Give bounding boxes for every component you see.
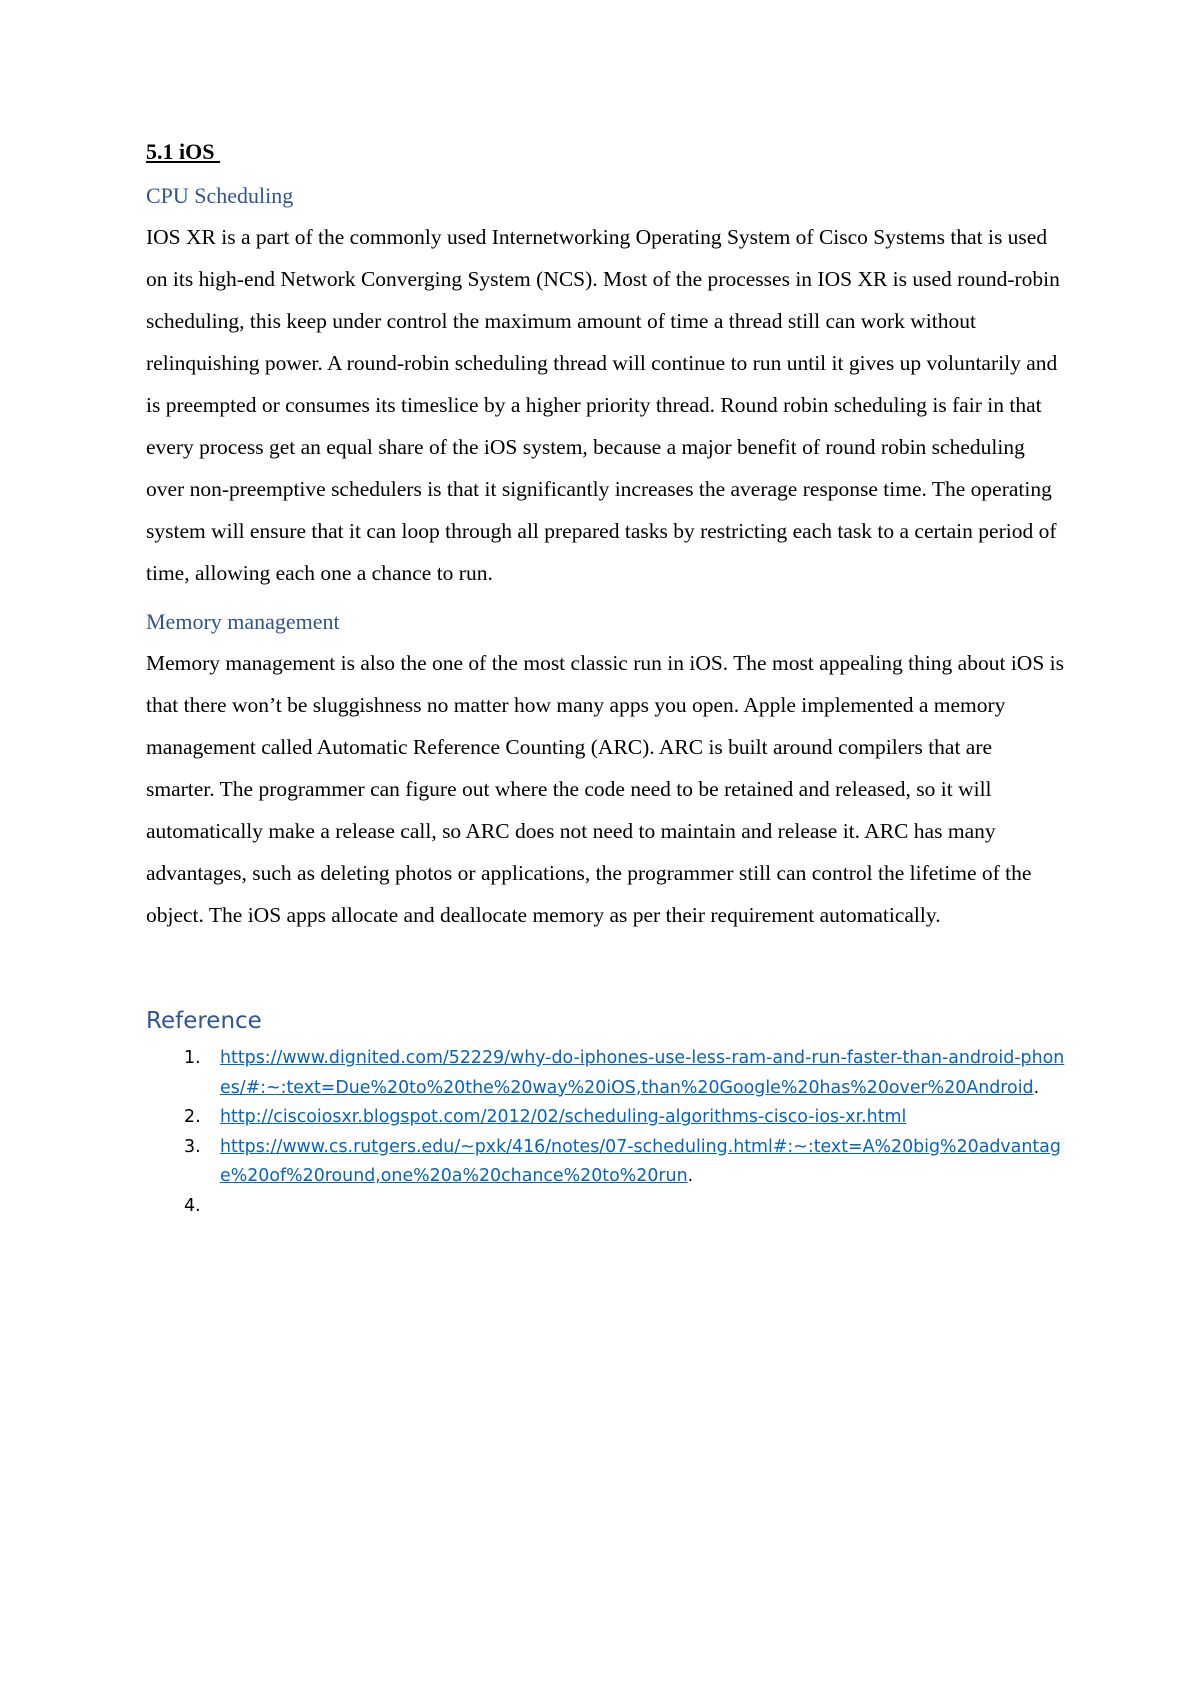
memory-management-paragraph: Memory management is also the one of the most classic run in iOS. The most appealing thing about iOS is that there won’t be sluggishness no matter how many apps you open. Apple implemented a memory management called Automatic Reference Counting (ARC). ARC is built around compilers that are smarter. The programmer can figure out where the code need to be retained and released, so it will automatically make a release call, so ARC does not need to maintain and release it. ARC has many advantages, such as deleting photos or applications, the programmer still can control the lifetime of the object. The iOS apps allocate and deallocate memory as per their requirement automatically.: [146, 651, 1064, 927]
reference-period: .: [1033, 1077, 1040, 1098]
reference-number: 3.: [184, 1136, 201, 1157]
reference-number: 1.: [184, 1048, 201, 1068]
reference-number: 2.: [184, 1107, 201, 1127]
reference-item: [146, 1103, 1066, 1133]
section-title: 5.1 iOS: [146, 139, 220, 164]
reference-item-empty: [146, 1192, 1066, 1222]
reference-link[interactable]: https://www.cs.rutgers.edu/~pxk/416/notes/07-scheduling.html#:~:text=A%20big%20advantage%20of%20round,one%20a%20chance%20to%20run: [220, 1136, 1061, 1186]
document-content: [146, 138, 1066, 1221]
memory-management-heading: Memory management: [146, 609, 340, 634]
reference-period: .: [687, 1166, 694, 1186]
reference-list: [146, 1044, 1066, 1221]
reference-item: [146, 1044, 1066, 1103]
reference-number: 4.: [184, 1195, 201, 1216]
reference-link[interactable]: https://www.dignited.com/52229/why-do-iphones-use-less-ram-and-run-faster-than-android-phones/#:~:text=Due%20to%20the%20way%20iOS,than%20Google%20has%20over%20Android: [220, 1048, 1065, 1098]
reference-heading: Reference: [146, 1008, 262, 1034]
reference-link[interactable]: http://ciscoiosxr.blogspot.com/2012/02/scheduling-algorithms-cisco-ios-xr.html: [220, 1107, 907, 1127]
cpu-scheduling-paragraph: IOS XR is a part of the commonly used Internetworking Operating System of Cisco Systems that is used on its high-end Network Converging System (NCS). Most of the processes in IOS XR is used round-robin scheduling, this keep under control the maximum amount of time a thread still can work without relinquishing power. A round-robin scheduling thread will continue to run until it gives up voluntarily and is preempted or consumes its timeslice by a higher priority thread. Round robin scheduling is fair in that every process get an equal share of the iOS system, because a major benefit of round robin scheduling over non-preemptive schedulers is that it significantly increases the average response time. The operating system will ensure that it can loop through all prepared tasks by restricting each task to a certain period of time, allowing each one a chance to run.: [146, 225, 1060, 585]
cpu-scheduling-heading: CPU Scheduling: [146, 183, 294, 208]
reference-item: [146, 1133, 1066, 1192]
